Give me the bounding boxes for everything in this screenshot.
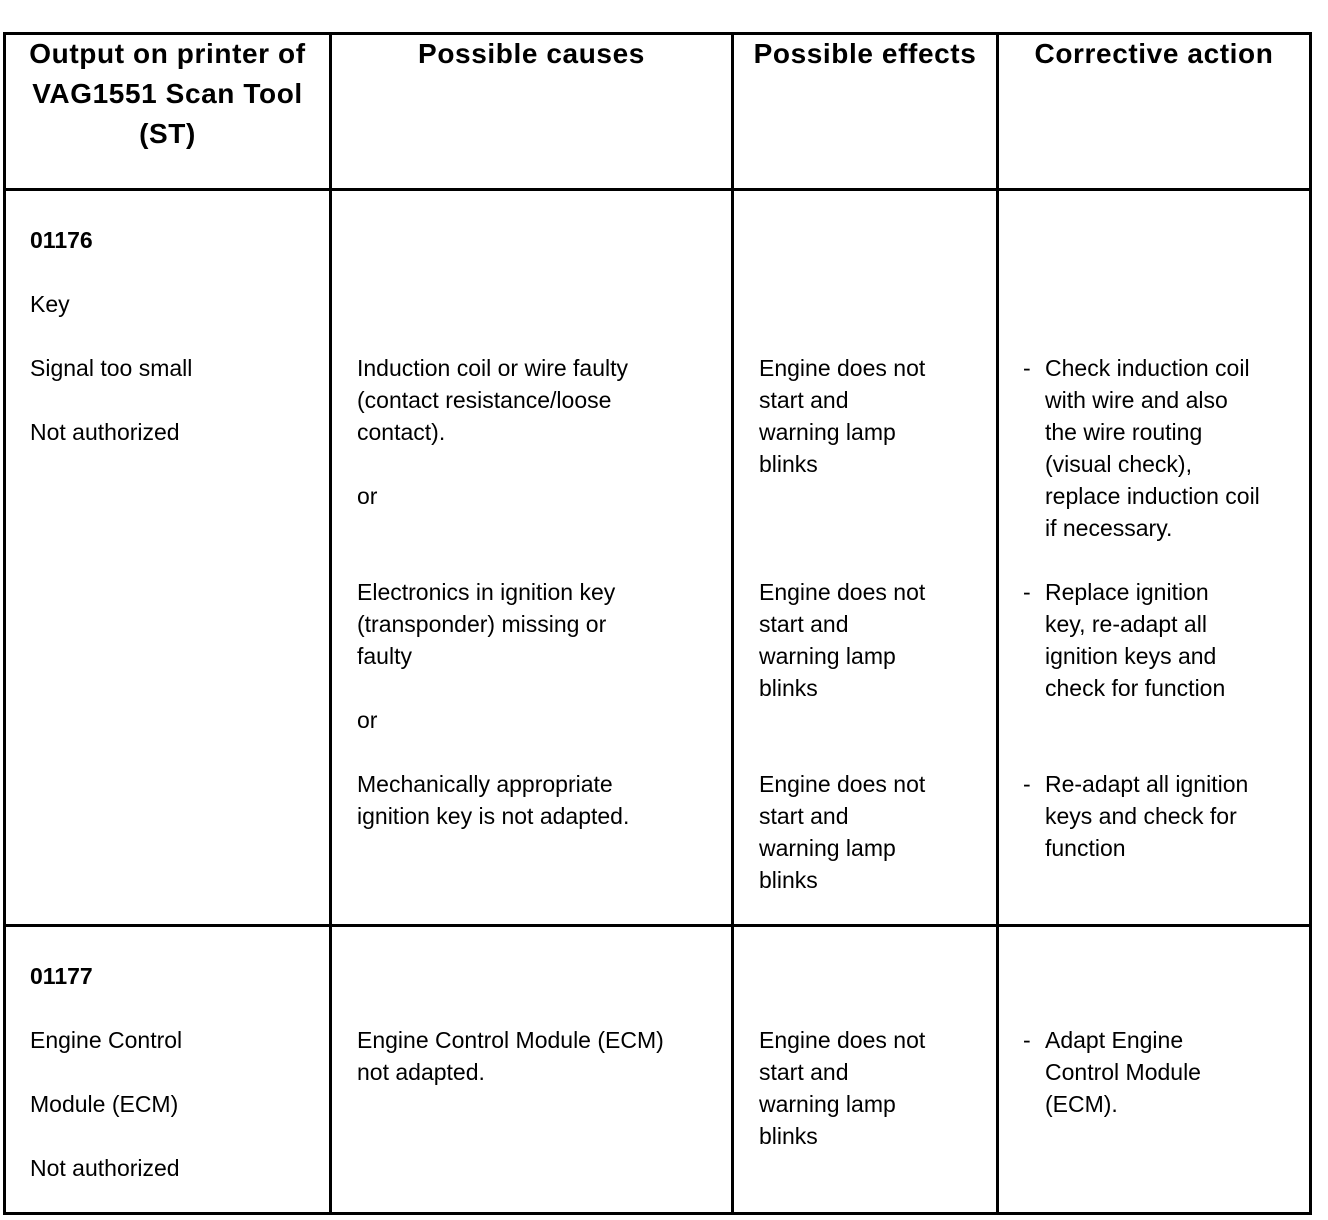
header-action: Corrective action (1034, 38, 1274, 69)
action-line: (visual check), (1045, 451, 1192, 477)
action-adapt-ecm (1045, 1024, 1201, 1120)
action-replace-key (1045, 576, 1225, 704)
table-border-bottom (3, 1212, 1312, 1215)
cause-line: Induction coil or wire faulty (357, 355, 629, 381)
effect-line: blinks (759, 1123, 818, 1149)
header-output-line-1: Output on printer of (29, 38, 306, 69)
action-line: (ECM). (1045, 1091, 1118, 1117)
cause-line: ignition key is not adapted. (357, 803, 630, 829)
action-line: with wire and also (1045, 387, 1228, 413)
cause-key-not-adapted (357, 768, 629, 832)
effect-line: start and (759, 387, 849, 413)
effect-2 (759, 576, 925, 704)
header-divider (3, 188, 1312, 191)
action-line: ignition keys and (1045, 643, 1217, 669)
header-output-line-3: (ST) (139, 118, 196, 149)
action-line: Replace ignition (1045, 579, 1209, 605)
action-line: check for function (1045, 675, 1226, 701)
effect-line: Engine does not (759, 1027, 926, 1053)
action-line: Check induction coil (1045, 355, 1250, 381)
effect-line: warning lamp (759, 643, 896, 669)
cause-line: Mechanically appropriate (357, 771, 613, 797)
action-dash-4: - (1023, 1027, 1031, 1053)
cause-line: (contact resistance/loose (357, 387, 612, 413)
cause-or-2: or (357, 707, 378, 733)
cause-line: contact). (357, 419, 446, 445)
cause-line: faulty (357, 643, 412, 669)
fault-text-signal: Signal too small (30, 355, 193, 381)
effect-1 (759, 352, 925, 480)
table-border-left (3, 32, 6, 1215)
cause-induction-coil (357, 352, 628, 448)
header-effects: Possible effects (753, 38, 977, 69)
fault-text-module-ecm: Module (ECM) (30, 1091, 179, 1117)
action-line: if necessary. (1045, 515, 1173, 541)
fault-code-01176: 01176 (30, 227, 93, 253)
action-line: the wire routing (1045, 419, 1203, 445)
action-check-induction-coil (1045, 352, 1260, 544)
cause-line: (transponder) missing or (357, 611, 607, 637)
fault-text-engine-control: Engine Control (30, 1027, 183, 1053)
action-line: Control Module (1045, 1059, 1201, 1085)
action-dash-3: - (1023, 771, 1031, 797)
cause-line: Engine Control Module (ECM) (357, 1027, 664, 1053)
fault-text-not-authorized: Not authorized (30, 419, 180, 445)
fault-code-01177: 01177 (30, 963, 93, 989)
cause-ecm-not-adapted (357, 1024, 664, 1088)
fault-text-key: Key (30, 291, 70, 317)
action-line: replace induction coil (1045, 483, 1260, 509)
effect-line: blinks (759, 867, 818, 893)
cause-transponder (357, 576, 615, 672)
action-dash-1: - (1023, 355, 1031, 381)
effect-line: start and (759, 1059, 849, 1085)
effect-line: blinks (759, 451, 818, 477)
action-line: function (1045, 835, 1126, 861)
header-output (6, 34, 329, 154)
effect-line: start and (759, 611, 849, 637)
cause-line: not adapted. (357, 1059, 485, 1085)
header-causes: Possible causes (418, 38, 645, 69)
column-divider-2 (731, 32, 734, 1215)
effect-3 (759, 768, 925, 896)
cause-or-1: or (357, 483, 378, 509)
action-line: Adapt Engine (1045, 1027, 1184, 1053)
fault-text-not-authorized: Not authorized (30, 1155, 180, 1181)
effect-line: blinks (759, 675, 818, 701)
table-border-right (1309, 32, 1312, 1215)
column-divider-3 (996, 32, 999, 1215)
effect-line: Engine does not (759, 771, 926, 797)
effect-line: start and (759, 803, 849, 829)
action-line: Re-adapt all ignition (1045, 771, 1249, 797)
cause-line: Electronics in ignition key (357, 579, 616, 605)
action-line: key, re-adapt all (1045, 611, 1207, 637)
effect-line: Engine does not (759, 355, 926, 381)
effect-ecm (759, 1024, 925, 1152)
effect-line: Engine does not (759, 579, 926, 605)
action-readapt-keys (1045, 768, 1248, 864)
effect-line: warning lamp (759, 419, 896, 445)
action-dash-2: - (1023, 579, 1031, 605)
effect-line: warning lamp (759, 1091, 896, 1117)
effect-line: warning lamp (759, 835, 896, 861)
row-divider (3, 924, 1312, 927)
action-line: keys and check for (1045, 803, 1237, 829)
column-divider-1 (329, 32, 332, 1215)
header-output-line-2: VAG1551 Scan Tool (32, 78, 303, 109)
